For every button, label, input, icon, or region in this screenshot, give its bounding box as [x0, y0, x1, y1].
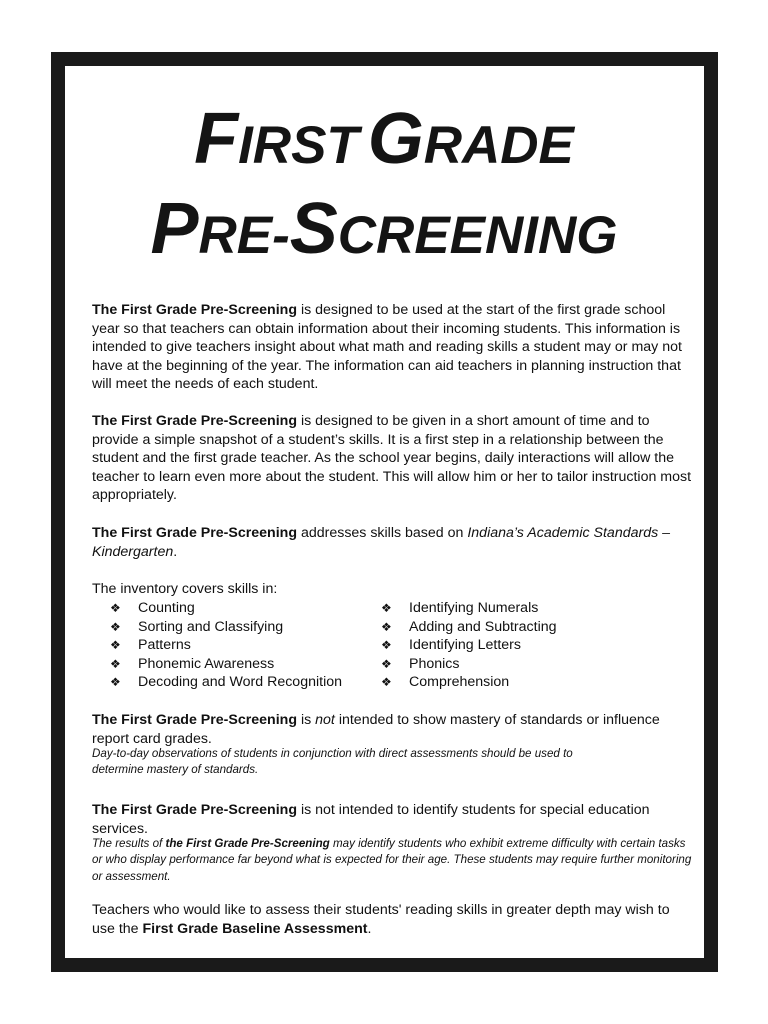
program-name: The First Grade Pre-Screening — [92, 525, 297, 541]
list-item: ❖ Adding and Subtracting — [381, 618, 557, 635]
paragraph-purpose: The First Grade Pre-Screening is designed to be used at the start of the first grade school year so that teachers can obtain information about their incoming students. This information is intended to give teachers insight about what math and reading skills a student may or may not have at the beginning of the year. The information can aid teachers in planning instruction that will meet the needs of each student. — [92, 302, 682, 393]
diamond-bullet-icon: ❖ — [110, 601, 121, 615]
title-line-1: FIRST GRADE — [194, 99, 574, 179]
paragraph-special-education: The First Grade Pre-Screening is not intended to identify students for special education services. — [92, 802, 650, 837]
program-name: The First Grade Pre-Screening — [92, 413, 297, 429]
diamond-bullet-icon: ❖ — [381, 619, 392, 634]
skills-list-left — [110, 599, 342, 692]
diamond-bullet-icon: ❖ — [110, 619, 121, 634]
list-item: ❖ Identifying Numerals — [381, 600, 539, 616]
paragraph-standards: The First Grade Pre-Screening addresses skills based on Indiana’s Academic Standards –Kindergarten. — [92, 525, 671, 560]
program-name-note: the First Grade Pre-Screening — [165, 837, 330, 850]
diamond-bullet-icon: ❖ — [110, 675, 121, 690]
skills-list-right — [381, 599, 557, 692]
diamond-bullet-icon: ❖ — [381, 638, 392, 653]
diamond-bullet-icon: ❖ — [381, 656, 392, 671]
paragraph-not-mastery: The First Grade Pre-Screening is not intended to show mastery of standards or influence report card grades. — [92, 712, 660, 747]
standards-reference: Indiana’s Academic Standards –Kindergarten — [92, 525, 671, 560]
list-item: ❖ Identifying Letters — [381, 637, 521, 654]
diamond-bullet-icon: ❖ — [110, 656, 121, 671]
list-item: ❖ Decoding and Word Recognition — [110, 674, 343, 691]
diamond-bullet-icon: ❖ — [381, 601, 392, 615]
title-line-2: PRE-SCREENING — [150, 189, 618, 269]
list-item: ❖ Counting — [110, 600, 195, 616]
emphasis-not: not — [315, 712, 335, 728]
note-results: The results of the First Grade Pre-Screening may identify students who exhibit extreme difficulty with certain tasks or who display performance far beyond what is expected for their age. These students may require further monitoring or assessment. — [92, 837, 692, 883]
paragraph-snapshot: The First Grade Pre-Screening is designed to be given in a short amount of time and to provide a simple snapshot of a student’s skills. It is a first step in a relationship between the student and the first grade teacher. As the school year begins, daily interactions will allow the teacher to learn even more about the student. This will allow him or her to tailor instruction most appropriately. — [92, 413, 692, 504]
list-item: ❖ Phonics — [381, 655, 460, 672]
diamond-bullet-icon: ❖ — [381, 675, 392, 690]
program-name: The First Grade Pre-Screening — [92, 302, 297, 318]
note-mastery: Day-to-day observations of students in conjunction with direct assessments should be used to determine mastery of standards. — [92, 747, 573, 777]
paragraph-baseline: Teachers who would like to assess their students' reading skills in greater depth may wish to use the First Grade Baseline Assessment. — [92, 902, 670, 937]
list-item: ❖ Sorting and Classifying — [110, 618, 284, 635]
list-item: ❖ Comprehension — [381, 674, 510, 691]
program-name: The First Grade Pre-Screening — [92, 712, 297, 728]
inventory-intro: The inventory covers skills in: — [92, 581, 278, 597]
diamond-bullet-icon: ❖ — [110, 638, 121, 653]
list-item: ❖ Phonemic Awareness — [110, 655, 275, 672]
baseline-assessment-name: First Grade Baseline Assessment — [142, 920, 368, 937]
program-name: The First Grade Pre-Screening — [92, 802, 297, 818]
list-item: ❖ Patterns — [110, 637, 191, 654]
